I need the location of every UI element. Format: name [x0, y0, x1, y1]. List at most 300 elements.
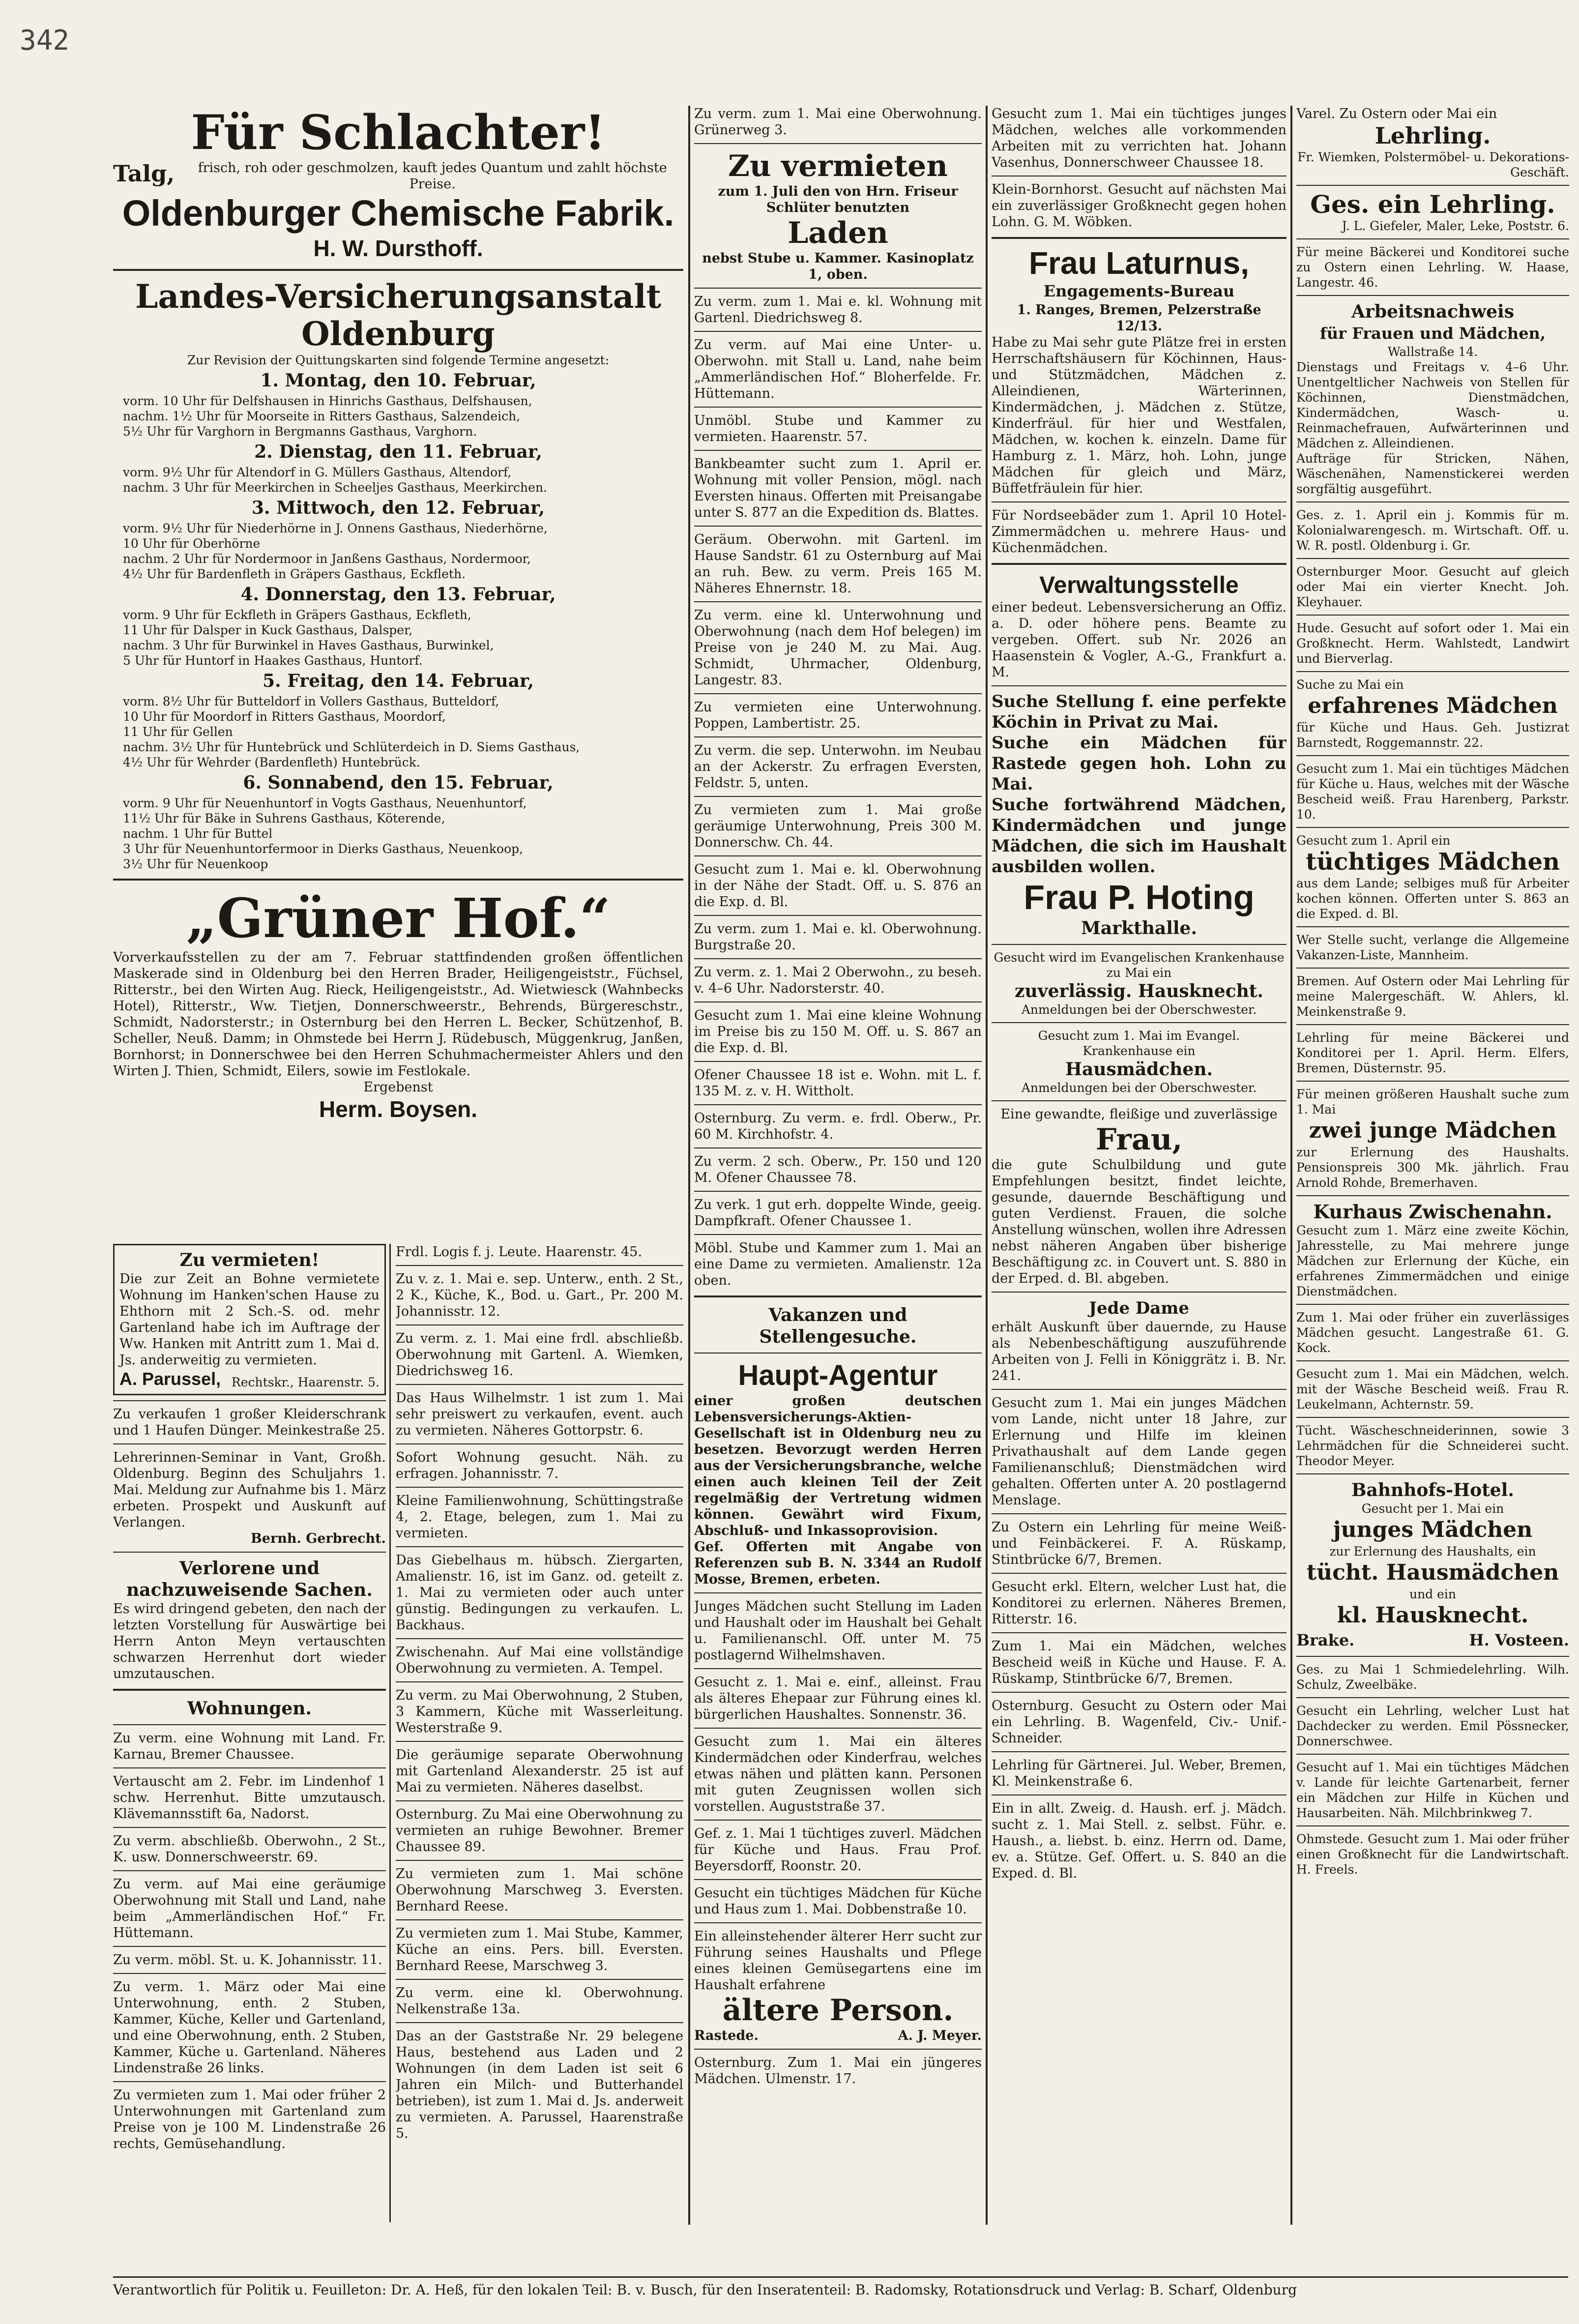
divider — [396, 1681, 683, 1682]
classified-item: Geräum. Oberwohn. mit Gartenl. im Hause Sandstr. 61 zu Osternburg auf Mai an ruh. Bew. zu verm. Preis 165 M. Näheres Ehnernstr. 18. — [694, 532, 982, 596]
lva-line: nachm. 1½ Uhr für Moorseite in Ritters Gasthaus, Salzendeich, — [123, 409, 521, 423]
divider — [1296, 238, 1569, 239]
classified-item: Zum 1. Mai oder früher ein zuverlässiges Mädchen gesucht. Langestraße 61. G. Kock. — [1296, 1310, 1569, 1355]
divider — [113, 1946, 386, 1947]
zv-box — [113, 1244, 386, 1395]
divider — [694, 1234, 982, 1235]
an-addr: Wallstraße 14. — [1387, 345, 1478, 359]
divider — [694, 450, 982, 451]
ho-title: Frau P. Hoting — [1023, 878, 1255, 916]
divider — [992, 563, 1287, 565]
kz-text: Gesucht zum 1. März eine zweite Köchin, Jahresstelle, zu Mai mehrere junge Mädchen zur Erlernung der Küche, ein erfahrenes Zimmermädchen und einige Dienstmädchen. — [1296, 1223, 1569, 1298]
lva-line: 4½ Uhr für Bardenfleth in Gräpers Gasthaus, Eckfleth. — [123, 567, 466, 581]
classified-item: Zu verm. eine Wohnung mit Land. Fr. Karnau, Bremer Chaussee. — [113, 1731, 386, 1762]
lva-day: 4. Donnerstag, den 13. Februar, — [240, 584, 556, 605]
divider — [992, 1389, 1287, 1390]
laden-title4: nebst Stube u. Kammer. Kasinoplatz 1, oben. — [702, 251, 974, 282]
an-text: Dienstags und Freitags v. 4–6 Uhr. Unentgeltlicher Nachweis von Stellen für Köchinnen, Dienstmädchen, Kindermädchen, Wasch- u. Reinmachefrauen, Aufwärterinnen und Mädchen z. Alleindienen. — [1296, 360, 1569, 450]
column-rule — [1290, 106, 1292, 2225]
c2-top-list — [694, 106, 982, 138]
classified-item: Zu verm. auf Mai eine geräumige Oberwohnung mit Stall und Land, nahe beim „Ammerländischen Hof.“ Fr. Hüttemann. — [113, 1877, 386, 1941]
divider — [113, 1443, 386, 1444]
sk-text: Suche Stellung f. eine perfekte Köchin in Privat zu Mai. — [992, 692, 1287, 732]
os-text: Osternburg. Zum 1. Mai ein jüngeres Mädchen. Ulmenstr. 17. — [694, 2055, 982, 2087]
divider — [113, 1767, 386, 1768]
classified-item: Zu verm. zum 1. Mai eine Oberwohnung. Grünerweg 3. — [694, 106, 982, 138]
lva-line: 5½ Uhr für Varghorn in Bergmanns Gasthaus, Varghorn. — [123, 424, 477, 439]
divider — [694, 1104, 982, 1105]
divider — [694, 1879, 982, 1880]
zv-text: Die zur Zeit an Bohne vermietete Wohnung im Hanken'schen Hause zu Ehthorn mit 2 Sch.-S. od. mehr Gartenland habe ich im Auftrage der Ww. Hanken mit Antritt zum 1. Mai d. Js. anderweitig zu vermieten. — [119, 1271, 380, 1368]
lva-line: vorm. 9½ Uhr für Niederhörne in J. Onnens Gasthaus, Niederhörne, — [123, 521, 548, 535]
divider — [992, 1513, 1287, 1514]
classified-item: Osternburg. Gesucht zu Ostern oder Mai ein Lehrling. B. Wagenfeld, Civ.- Unif.-Schneider. — [992, 1698, 1287, 1746]
divider — [694, 855, 982, 856]
classified-item: Sofort Wohnung gesucht. Näh. zu erfragen. Johannisstr. 7. — [396, 1450, 683, 1481]
lva-line: 11½ Uhr für Bäke in Suhrens Gasthaus, Köterende, — [123, 811, 445, 825]
classified-item: Ofener Chaussee 18 ist e. Wohn. mit L. f. 135 M. z. v. H. Wittholt. — [694, 1067, 982, 1099]
classified-item: Das an der Gaststraße Nr. 29 belegene Haus, bestehend aus Laden und 2 Wohnungen (in dem Laden ist seit 6 Jahren ein Milch- und Butterhandel betrieben), ist zum 1. Mai d. Js. anderweit zu vermieten. A. Parussel, Haarenstraße 5. — [396, 2029, 683, 2141]
laden-title3: Laden — [788, 216, 888, 250]
divider — [396, 1979, 683, 1980]
lva-line: 3½ Uhr für Neuenkoop — [123, 857, 268, 871]
zv-name: A. Parussel, — [119, 1369, 221, 1389]
lva-day: 5. Freitag, den 14. Februar, — [263, 671, 534, 691]
divider — [1296, 1304, 1569, 1305]
classified-item: Lehrling für Gärtnerei. Jul. Weber, Bremen, Kl. Meinkenstraße 6. — [992, 1758, 1287, 1789]
divider — [694, 601, 982, 602]
c3-item: Anmeldungen bei der Oberschwester. — [1021, 1002, 1257, 1017]
ls-sign: Bernh. Gerbrecht. — [251, 1531, 386, 1546]
an-text2: Aufträge für Stricken, Nähen, Wäschenähen, Namenstickerei werden sorgfältig ausgeführt. — [1296, 451, 1569, 496]
classified-item: Klein-Bornhorst. Gesucht auf nächsten Mai ein zuverlässiger Großknecht gegen hohen Lohn. G. M. Wöbken. — [992, 182, 1287, 230]
classified-item: Zu vermieten zum 1. Mai oder früher 2 Unterwohnungen mit Gartenland zum Preise von je 100 M. Lindenstraße 26 rechts, Gemüsehandlung. — [113, 2088, 386, 2151]
fr-title: Frau, — [1095, 1122, 1183, 1157]
divider — [694, 1061, 982, 1062]
lat-sub: Engagements-Bureau — [1043, 282, 1235, 300]
divider — [694, 1592, 982, 1593]
classified-item: Zu verm. z. 1. Mai eine frdl. abschließb. Oberwohnung mit Gartenl. A. Wiemken, Diedrichsweg 16. — [396, 1331, 683, 1379]
bh-und: und ein — [1409, 1587, 1457, 1601]
divider — [113, 269, 683, 271]
divider — [1296, 1656, 1569, 1657]
divider — [396, 1919, 683, 1920]
classified-item: Ges. zu Mai 1 Schmiedelehrling. Wilh. Schulz, Zweelbäke. — [1296, 1662, 1569, 1692]
classified-item: Bankbeamter sucht zum 1. April er. Wohnung mit voller Pension, mögl. nach Eversten hinaus. Offerten mit Preisangabe unter S. 877 an die Expedition ds. Blattes. — [694, 456, 982, 520]
bh-text2: zur Erlernung des Haushalts, ein — [1329, 1544, 1536, 1559]
hm-title: Hausmädchen. — [1065, 1059, 1213, 1080]
divider — [1296, 501, 1569, 502]
divider — [1296, 1825, 1569, 1826]
divider — [1296, 926, 1569, 927]
divider — [694, 1295, 982, 1297]
ad-keyword: Talg, — [113, 160, 175, 187]
ad-text: frisch, roh oder geschmolzen, kauft jedes Quantum und zahlt höchste Preise. — [198, 160, 667, 192]
gh-sign1: Ergebenst — [363, 1080, 433, 1095]
classified-item: Zu verm. eine kl. Oberwohnung. Nelkenstraße 13a. — [396, 1985, 683, 2017]
divider — [1296, 558, 1569, 559]
c3-item: Anmeldungen bei der Oberschwester. — [1021, 1081, 1257, 1095]
classified-item: Zu verm. eine kl. Unterwohnung und Oberwohnung (nach dem Hof belegen) im Preise von je 240 M. zu Mai. Aug. Schmidt, Uhrmacher, Oldenburg, Langestr. 83. — [694, 608, 982, 688]
classified-item: Gesucht z. 1. Mai e. einf., alleinst. Frau als älteres Ehepaar zur Führung eines kl. bürgerlichen Haushaltes. Sonnenstr. 36. — [694, 1675, 982, 1722]
em-text: für Küche und Haus. Geh. Justizrat Barnstedt, Roggemannstr. 22. — [1296, 720, 1569, 750]
c3-list2 — [992, 1395, 1287, 1882]
bh-hk: kl. Hausknecht. — [1337, 1603, 1529, 1628]
vw-title: Verwaltungsstelle — [1039, 572, 1239, 598]
divider — [992, 1632, 1287, 1633]
divider — [1296, 615, 1569, 616]
classified-item: Zu verm. abschließb. Oberwohn., 2 St., K. usw. Donnerschweerstr. 69. — [113, 1833, 386, 1865]
lva-day: 2. Dienstag, den 11. Februar, — [254, 441, 542, 462]
c4-list4 — [1296, 1310, 1569, 1469]
c1b-list — [396, 1244, 683, 2142]
lva-line: vorm. 9 Uhr für Neuenhuntorf in Vogts Gasthaus, Neuenhuntorf, — [123, 796, 527, 810]
classified-item: Zu verm. zum 1. Mai e. kl. Oberwohnung. Burgstraße 20. — [694, 921, 982, 953]
tm-title: tüchtiges Mädchen — [1306, 848, 1560, 876]
divider — [694, 1922, 982, 1923]
divider — [396, 1638, 683, 1639]
divider — [1296, 671, 1569, 672]
divider — [992, 237, 1287, 239]
an-title1: Arbeitsnachweis — [1351, 301, 1514, 322]
classified-item: Zu v. z. 1. Mai e. sep. Unterw., enth. 2 St., 2 K., Küche, K., Bod. u. Gart., Pr. 200 M. Johannisstr. 12. — [396, 1271, 683, 1319]
divider — [992, 501, 1287, 502]
lva-line: vorm. 9 Uhr für Eckfleth in Gräpers Gasthaus, Eckfleth, — [123, 608, 471, 622]
divider — [694, 915, 982, 916]
column-3 — [992, 106, 1287, 2235]
zm-text: zur Erlernung des Haushalts. Pensionspreis 300 Mk. jährlich. Frau Arnold Rohde, Bremerhaven. — [1296, 1145, 1569, 1190]
divider — [992, 1751, 1287, 1752]
divider — [694, 736, 982, 737]
divider — [694, 143, 982, 144]
lva-line: vorm. 10 Uhr für Delfshausen in Hinrichs Gasthaus, Delfshausen, — [123, 394, 532, 408]
divider — [396, 1384, 683, 1385]
divider — [992, 1794, 1287, 1795]
classified-item: Kleine Familienwohnung, Schüttingstraße 4, 2. Etage, belegen, zum 1. Mai zu vermieten. — [396, 1493, 683, 1541]
classified-item: Die geräumige separate Oberwohnung mit Gartenland Alexanderstr. 25 ist auf Mai zu vermieten. Näheres daselbst. — [396, 1747, 683, 1795]
divider — [1296, 185, 1569, 186]
jd-title: Jede Dame — [1088, 1298, 1190, 1318]
divider — [1296, 1697, 1569, 1698]
divider — [1296, 755, 1569, 756]
classified-item: Das Giebelhaus m. hübsch. Ziergarten, Amalienstr. 16, ist im Ganz. od. geteilt z. 1. Mai zu vermieten oder auch unter günstig. Bedingungen zu verkaufen. L. Backhaus. — [396, 1553, 683, 1633]
zv-title: Zu vermieten! — [179, 1250, 320, 1270]
lva-line: 10 Uhr für Oberhörne — [123, 536, 261, 551]
wh-list — [113, 1730, 386, 2152]
divider — [694, 1820, 982, 1821]
classified-item: Bremen. Auf Ostern oder Mai Lehrling für meine Malergeschäft. W. Ahlers, kl. Meinkenstraße 9. — [1296, 974, 1569, 1019]
gl-title: Ges. ein Lehrling. — [1310, 190, 1555, 219]
c3-top-list — [992, 106, 1287, 230]
tm-text: aus dem Lande; selbiges muß für Arbeiter kochen können. Offerten unter S. 863 an die Exped. d. Bl. — [1296, 876, 1569, 921]
divider — [992, 1292, 1287, 1293]
nb-text: Für Nordseebäder zum 1. April 10 Hotel-Zimmermädchen u. mehrere Haus- und Küchenmädchen. — [992, 508, 1287, 556]
divider — [992, 176, 1287, 177]
divider — [396, 1741, 683, 1742]
divider — [992, 1573, 1287, 1574]
c2-list — [694, 294, 982, 1289]
c3-item: Gesucht wird im Evangelischen Krankenhause zu Mai ein — [994, 950, 1285, 980]
ap-sign: A. J. Meyer. — [898, 2028, 982, 2043]
classified-item: Ein in allt. Zweig. d. Haush. erf. j. Mädch. sucht z. 1. Mai Stell. z. selbst. Führ. e. Haush., a. liebst. b. einz. Herrn od. Dame, ev. a. Stütze. Gef. Offert. u. S. 840 an die Exped. d. Bl. — [992, 1801, 1287, 1881]
lat-title: Frau Laturnus, — [1028, 245, 1250, 281]
lva-line: nachm. 3 Uhr für Burwinkel in Haves Gasthaus, Burwinkel, — [123, 638, 494, 652]
classified-item: Gesucht zum 1. Mai e. kl. Oberwohnung in der Nähe der Stadt. Off. u. S. 876 an die Exp. d. Bl. — [694, 862, 982, 910]
column-rule — [389, 1244, 391, 2222]
divider — [113, 1552, 386, 1553]
classified-item: Zu verm. die sep. Unterwohn. im Neubau an der Ackerstr. Zu erfragen Eversten, Feldstr. 5, unten. — [694, 743, 982, 791]
wh-title: Wohnungen. — [187, 1698, 312, 1719]
divider — [396, 1800, 683, 1801]
column-2 — [694, 106, 982, 2235]
classified-item: Zwischenahn. Auf Mai eine vollständige Oberwohnung zu vermieten. A. Tempel. — [396, 1645, 683, 1676]
classified-item: Gesucht zum 1. Mai eine kleine Wohnung im Preise bis zu 150 M. Off. u. S. 867 an die Exp. d. Bl. — [694, 1008, 982, 1056]
lva-line: 4½ Uhr für Wehrder (Bardenfleth) Huntebrück. — [123, 755, 420, 769]
divider — [694, 331, 982, 332]
lva-day: 6. Sonnabend, den 15. Februar, — [243, 772, 554, 793]
classified-item: Gesucht erkl. Eltern, welcher Lust hat, die Konditorei zu erlernen. Näheres Bremen, Ritterstr. 16. — [992, 1579, 1287, 1627]
vs-title: Verlorene und nachzuweisende Sachen. — [126, 1558, 373, 1600]
gl-sign: J. L. Giefeler, Maler, Leke, Poststr. 6. — [1342, 219, 1569, 233]
classified-item: Zu Ostern ein Lehrling für meine Weiß- und Feinbäckerei. F. A. Rüskamp, Stintbrücke 6/7, Bremen. — [992, 1520, 1287, 1567]
hk-title: zuverlässig. Hausknecht. — [1015, 981, 1263, 1001]
classified-item: Unmöbl. Stube und Kammer zu vermieten. Haarenstr. 57. — [694, 413, 982, 444]
divider — [1296, 1360, 1569, 1361]
column-1b — [396, 1244, 683, 2232]
column-4 — [1296, 106, 1569, 2235]
classified-item: Zu verm. möbl. St. u. K. Johannisstr. 11. — [113, 1952, 382, 1968]
classified-item: Ohmstede. Gesucht zum 1. Mai oder früher einen Großknecht für die Landwirtschaft. H. Freels. — [1296, 1832, 1569, 1877]
divider — [113, 1689, 386, 1691]
vw-text: einer bedeut. Lebensversicherung an Offiz. a. D. oder höhere pens. Beamte zu vergeben. Offert. sub Nr. 2026 an Haasenstein & Vogler, A.-G., Frankfurt a. M. — [992, 600, 1287, 680]
an-title2: für Frauen und Mädchen, — [1320, 324, 1546, 343]
divider — [694, 407, 982, 408]
classified-item: Tücht. Wäscheschneiderinnen, sowie 3 Lehrmädchen für die Schneiderei sucht. Theodor Meyer. — [1296, 1423, 1569, 1468]
fr-intro: Eine gewandte, fleißige und zuverlässige — [1000, 1107, 1278, 1122]
divider — [396, 1546, 683, 1547]
footer: Verantwortlich für Politik u. Feuilleton: Dr. A. Heß, für den lokalen Teil: B. v. Busch, für den Inseratenteil: B. Radomsky, Rotationsdruck und Verlag: B. Scharf, Oldenburg — [113, 2276, 1568, 2298]
divider — [992, 685, 1287, 686]
divider — [396, 1443, 683, 1444]
divider — [1296, 1754, 1569, 1755]
zv-addr: Rechtskr., Haarenstr. 5. — [231, 1375, 380, 1389]
classified-item: Gesucht zum 1. Mai ein Mädchen, welch. mit der Wäsche Bescheid weiß. Frau R. Leukelmann, Achternstr. 59. — [1296, 1367, 1569, 1412]
lva-line: vorm. 8½ Uhr für Butteldorf in Vollers Gasthaus, Butteldorf, — [123, 694, 499, 708]
classified-item: Gef. z. 1. Mai 1 tüchtiges zuverl. Mädchen für Küche und Haus. Frau Prof. Beyersdorff, Roonstr. 20. — [694, 1826, 982, 1874]
lva-line: 11 Uhr für Gellen — [123, 725, 233, 739]
lva-line: 10 Uhr für Moordorf in Ritters Gasthaus, Moordorf, — [123, 709, 446, 724]
ho-sub: Markthalle. — [1081, 918, 1197, 939]
classified-item: Ges. z. 1. April ein j. Kommis für m. Kolonialwarengesch. m. Wirtschaft. Off. u. W. R. postl. Oldenburg i. Gr. — [1296, 508, 1569, 553]
sf-text: Suche fortwährend Mädchen, Kindermädchen und junge Mädchen, die sich im Haushalt ausbilden wollen. — [992, 795, 1287, 877]
zm-title: zwei junge Mädchen — [1309, 1118, 1557, 1143]
page-number: 342 — [20, 25, 70, 57]
divider — [1296, 1081, 1569, 1082]
divider — [1296, 1195, 1569, 1196]
ha-text: einer großen deutschen Lebensversicherungs-Aktien-Gesellschaft ist in Oldenburg neu zu besetzen. Bevorzugt werden Herren aus der Versicherungsbranche, welche einen auch kleinen Teil der Zeit regelmäßig der Vertretung widmen können. Gewährt wird Fixum, Abschluß- und Inkassoprovision. — [694, 1393, 982, 1538]
bh-title: Bahnhofs-Hotel. — [1351, 1480, 1514, 1500]
divider — [396, 1324, 683, 1325]
ha-text2: Gef. Offerten mit Angabe von Referenzen sub B. N. 3344 an Rudolf Mosse, Bremen, erbeten. — [694, 1539, 982, 1587]
divider — [694, 1728, 982, 1729]
ad-owner: H. W. Dursthoff. — [313, 235, 483, 261]
divider — [1296, 968, 1569, 969]
divider — [113, 2081, 386, 2082]
divider — [992, 944, 1287, 945]
bh-sign: H. Vosteen. — [1469, 1631, 1569, 1649]
divider — [694, 693, 982, 694]
classified-item: Zu vermieten eine Unterwohnung. Poppen, Lambertistr. 25. — [694, 700, 982, 731]
divider — [694, 1001, 982, 1002]
bh-th: tücht. Hausmädchen — [1306, 1560, 1559, 1585]
column-1 — [113, 106, 683, 1192]
lva-day: 3. Mittwoch, den 12. Februar, — [251, 498, 545, 518]
classified-item: Gesucht zum 1. April ein — [1296, 833, 1451, 848]
lehrl-title: Lehrling. — [1374, 122, 1491, 149]
gh-title: „Grüner Hof.“ — [186, 886, 611, 950]
lva-line: vorm. 9½ Uhr für Altendorf in G. Müllers Gasthaus, Altendorf, — [123, 465, 512, 479]
laden-title1: Zu vermieten — [728, 149, 948, 183]
divider — [694, 2049, 982, 2050]
divider — [694, 288, 982, 289]
bh-text: Gesucht per 1. Mai ein — [1361, 1501, 1504, 1516]
classified-item: Junges Mädchen sucht Stellung im Laden und Haushalt oder im Haushalt bei Gehalt u. Familienanschl. Off. unter M. 75 postlagernd Wilhelmshaven. — [694, 1599, 982, 1663]
classified-item: Zu verm. 2 sch. Oberw., Pr. 150 und 120 M. Ofener Chaussee 78. — [694, 1154, 982, 1185]
divider — [396, 1265, 683, 1266]
lva-line: 3 Uhr für Neuenhuntorfermoor in Dierks Gasthaus, Neuenkoop, — [123, 842, 524, 856]
c4-list3 — [1296, 932, 1569, 1117]
lva-day: 1. Montag, den 10. Februar, — [260, 370, 536, 391]
classified-item: Gesucht zum 1. Mai ein tüchtiges junges Mädchen, welches alle vorkommenden Arbeiten mit zu verrichten hat. Johann Vasenhus, Donnerschweer Chaussee 18. — [992, 106, 1287, 170]
classified-item: Zu verm. z. 1. Mai 2 Oberwohn., zu beseh. v. 4–6 Uhr. Nadorsterstr. 40. — [694, 965, 982, 996]
c4-list2 — [1296, 761, 1569, 848]
divider — [1296, 295, 1569, 296]
classified-item: Zu verm. zu Mai Oberwohnung, 2 Stuben, 3 Kammern, Küche mit Wasserleitung. Westerstraße 9. — [396, 1688, 683, 1736]
classified-item: Für meinen größeren Haushalt suche zum 1. Mai — [1296, 1087, 1569, 1117]
c4-list5 — [1296, 1662, 1569, 1877]
divider — [396, 2022, 683, 2023]
c3-item: Gesucht zum 1. Mai im Evangel. Krankenhause ein — [1038, 1029, 1240, 1058]
divider — [396, 1860, 683, 1861]
fr-text: die gute Schulbildung und gute Empfehlungen besitzt, findet leichte, gesunde, dauernde Beschäftigung und guten Verdienst. Frauen, die solche Anstellung wünschen, wollen ihre Adressen nebst näheren Angaben über bisherige Beschäftigung zc. in Couvert unt. S. 880 in der Erped. d. Bl. abgeben. — [992, 1157, 1287, 1286]
classified-item: Das Haus Wilhelmstr. 1 ist zum 1. Mai sehr preiswert zu verkaufen, event. auch zu vermieten. Näheres Gottorpstr. 6. — [396, 1390, 683, 1438]
lva-intro: Zur Revision der Quittungskarten sind folgende Termine angesetzt: — [187, 353, 610, 367]
divider — [694, 1668, 982, 1669]
divider — [396, 1487, 683, 1488]
classified-item: Wer Stelle sucht, verlange die Allgemeine Vakanzen-Liste, Mannheim. — [1296, 933, 1569, 962]
divider — [113, 1870, 386, 1871]
gh-text: Vorverkaufsstellen zu der am 7. Februar stattfindenden großen öffentlichen Maskerade sind in Oldenburg bei den Herren Brader, Heiligengeiststr., Füchsel, Ritterstr., bei den Wirten Aug. Rieck, Heiligengeiststr., Ad. Wietwiesck (Wahnbecks Hotel), Ritterstr., Ww. Tietjen, Donnerschweerstr., Behrends, Bürgereschstr., Schmidt, Nadorsterstr.; in Osternburg bei den Herren L. Becker, Schützenhof, B. Scheller, Neuß. Damm; in Ohmstede bei Herrn J. Rüdebusch, Müggenkrug, Janßen, Bornhorst; in Donnerschwee bei den Herren Schuhmachermeister Ahlers und den Wirten J. Thien, Schmidt, Eilers, sowie im Festlokale. — [113, 950, 683, 1079]
em-title: erfahrenes Mädchen — [1308, 693, 1558, 718]
divider — [113, 1400, 386, 1401]
classified-item: Zu vermieten zum 1. Mai schöne Oberwohnung Marschweg 3. Eversten. Bernhard Reese. — [396, 1866, 683, 1914]
divider — [694, 526, 982, 527]
lat-addr: 1. Ranges, Bremen, Pelzerstraße 12/13. — [1017, 302, 1261, 334]
ap-title: ältere Person. — [722, 1993, 954, 2028]
vak-title: Vakanzen und Stellengesuche. — [759, 1305, 917, 1347]
classified-item: Vertauscht am 2. Febr. im Lindenhof 1 schw. Herrenhut. Bitte umzutausch. Klävemannsstift 6a, Nadorst. — [113, 1774, 386, 1822]
lehrl-sign: Fr. Wiemken, Polstermöbel- u. Dekorations-Geschäft. — [1297, 150, 1569, 179]
classified-item: Zu verm. auf Mai eine Unter- u. Oberwohn. mit Stall u. Land, nahe beim „Ammerländischen Hof.“ Bloherfelde. Fr. Hüttemann. — [694, 337, 982, 401]
classified-item: Gesucht zum 1. Mai ein älteres Kindermädchen oder Kinderfrau, welches etwas nähen und plätten kann. Personen mit guten Zeugnissen wollen sich vorstellen. Auguststraße 37. — [694, 1734, 982, 1814]
column-rule — [986, 106, 988, 2225]
b-text: Für meine Bäckerei und Konditorei suche zu Ostern einen Lehrling. W. Haase, Langestr. 46. — [1296, 245, 1569, 290]
divider — [694, 958, 982, 959]
laden-title2: zum 1. Juli den von Hrn. Friseur Schlüter benutzten — [718, 184, 958, 215]
classified-item: Osternburg. Zu verm. e. frdl. Oberw., Pr. 60 M. Kirchhofstr. 4. — [694, 1111, 982, 1142]
classified-item: Zu vermieten zum 1. Mai große geräumige Unterwohnung, Preis 300 M. Donnerschw. Ch. 44. — [694, 802, 982, 850]
gh-sign2: Herm. Boysen. — [319, 1096, 478, 1122]
divider — [1296, 1417, 1569, 1418]
c2-list2 — [694, 1598, 982, 1993]
divider — [1296, 827, 1569, 828]
divider — [1296, 1024, 1569, 1025]
divider — [1296, 1473, 1569, 1474]
divider — [113, 1724, 386, 1725]
classified-item: Gesucht zum 1. Mai ein junges Mädchen vom Lande, nicht unter 18 Jahre, zur Erlernung und Hilfe im kleinen Privathaushalt auf dem Lande gegen Familienanschluß; Dienstmädchen wird gehalten. Offerten unter A. 20 postlagernd Menslage. — [992, 1395, 1287, 1508]
classified-item: Zum 1. Mai ein Mädchen, welches Bescheid weiß in Küche und Hause. F. A. Rüskamp, Stintbrücke 6/7, Bremen. — [992, 1639, 1287, 1686]
divider — [694, 1147, 982, 1148]
classified-item: Osternburger Moor. Gesucht auf gleich oder Mai ein vierter Knecht. Joh. Kleyhauer. — [1296, 564, 1569, 609]
divider — [992, 1022, 1287, 1023]
lva-line: 5 Uhr für Huntorf in Haakes Gasthaus, Huntorf. — [123, 653, 423, 668]
divider — [694, 796, 982, 797]
divider — [992, 1692, 1287, 1693]
ad-title: Für Schlachter! — [191, 106, 606, 160]
classified-item: Ein alleinstehender älterer Herr sucht zur Führung seines Haushalts und Pflege eines kleinen Gemüsegartens eine im Haushalt erfahrene — [694, 1929, 982, 1993]
ad-firm: Oldenburger Chemische Fabrik. — [122, 193, 674, 234]
classified-item: Zu verm. zum 1. Mai e. kl. Wohnung mit Gartenl. Diedrichsweg 8. — [694, 294, 982, 325]
classified-item: Zu verm. 1. März oder Mai eine Unterwohnung, enth. 2 Stuben, Kammer, Küche, Keller und Gartenland, und eine Oberwohnung, enth. 2 Stuben, Kammer, Küche u. Gartenland. Näheres Lindenstraße 26 links. — [113, 1979, 386, 2076]
divider — [113, 1973, 386, 1974]
c4-item: Varel. Zu Ostern oder Mai ein — [1296, 106, 1497, 121]
lva-line: nachm. 1 Uhr für Buttel — [123, 826, 273, 841]
ls-text: Lehrerinnen-Seminar in Vant, Großh. Oldenburg. Beginn des Schuljahrs 1. Mai. Meldung zur Aufnahme bis 1. März erbeten. Prospekt und Auskunft auf Verlangen. — [113, 1450, 386, 1530]
bh-city: Brake. — [1296, 1631, 1355, 1649]
sm-text: Suche ein Mädchen für Rastede gegen hoh. Lohn zu Mai. — [992, 733, 1287, 794]
zk-text: Zu verkaufen 1 großer Kleiderschrank und 1 Haufen Dünger. Meinkestraße 25. — [113, 1407, 386, 1438]
divider — [992, 1100, 1287, 1101]
classified-item: Gesucht ein Lehrling, welcher Lust hat Dachdecker zu werden. Emil Pössnecker, Donnerschwee. — [1296, 1704, 1569, 1748]
classified-item: Lehrling für meine Bäckerei und Konditorei per 1. April. Herm. Elfers, Bremen, Düsternstr. 95. — [1296, 1030, 1569, 1075]
kz-title: Kurhaus Zwischenahn. — [1313, 1201, 1552, 1223]
classified-item: Zu vermieten zum 1. Mai Stube, Kammer, Küche an eins. Pers. bill. Eversten. Bernhard Reese, Marschweg 3. — [396, 1926, 683, 1973]
classified-item: Suche zu Mai ein — [1296, 677, 1404, 692]
jd-text: erhält Auskunft über dauernde, zu Hause als Nebenbeschäftigung auszuführende Arbeiten von J. Felli in Königgrätz i. B. Nr. 241. — [992, 1320, 1287, 1383]
divider — [694, 1191, 982, 1192]
column-1a — [113, 1244, 386, 2232]
classified-item: Frdl. Logis f. j. Leute. Haarenstr. 45. — [396, 1244, 643, 1260]
lva-schedule — [113, 370, 683, 872]
c4-list — [1296, 507, 1569, 692]
lva-line: nachm. 3 Uhr für Meerkirchen in Scheeljes Gasthaus, Meerkirchen. — [123, 480, 548, 495]
classified-item: Gesucht zum 1. Mai ein tüchtiges Mädchen für Küche u. Haus, welches mit der Wäsche Bescheid weiß. Frau Harenberg, Parkstr. 10. — [1296, 762, 1569, 822]
lva-line: 11 Uhr für Dalsper in Kuck Gasthaus, Dalsper, — [123, 623, 413, 637]
lat-text: Habe zu Mai sehr gute Plätze frei in ersten Herrschaftshäusern für Köchinnen, Haus- und Stützmädchen, Mädchen z. Alleindienen, Wärterinnen, Kindermädchen, j. Mädchen z. Stütze, Kinderfräul. für hier und Westfalen, Mädchen, w. kochen k. einzeln. Dame für Hamburg z. 1. März, hoh. Lohn, junge Mädchen für gleich und März, Büffetfräulein für hier. — [992, 335, 1287, 496]
ap-name: Rastede. — [694, 2028, 759, 2043]
lva-line: nachm. 2 Uhr für Nordermoor in Janßens Gasthaus, Nordermoor, — [123, 552, 531, 566]
bh-jm: junges Mädchen — [1333, 1517, 1533, 1542]
divider — [113, 1827, 386, 1828]
classified-item: Möbl. Stube und Kammer zum 1. Mai an eine Dame zu vermieten. Amalienstr. 12a oben. — [694, 1240, 982, 1288]
column-rule — [688, 106, 690, 2225]
lva-line: nachm. 3½ Uhr für Huntebrück und Schlüterdeich in D. Siems Gasthaus, — [123, 740, 580, 754]
classified-item: Osternburg. Zu Mai eine Oberwohnung zu vermieten an ruhige Bewohner. Bremer Chaussee 89. — [396, 1807, 683, 1854]
classified-item: Hude. Gesucht auf sofort oder 1. Mai ein Großknecht. Herm. Wahlstedt, Landwirt und Bierverlag. — [1296, 621, 1569, 666]
classified-item: Zu verk. 1 gut erh. doppelte Winde, geeig. Dampfkraft. Ofener Chaussee 1. — [694, 1197, 982, 1229]
vs-text: Es wird dringend gebeten, den nach der letzten Vorstellung für Auswärtige bei Herrn Anton Meyn vertauschten schwarzen Herrenhut dort wieder umzutauschen. — [113, 1601, 386, 1681]
divider — [113, 879, 683, 881]
